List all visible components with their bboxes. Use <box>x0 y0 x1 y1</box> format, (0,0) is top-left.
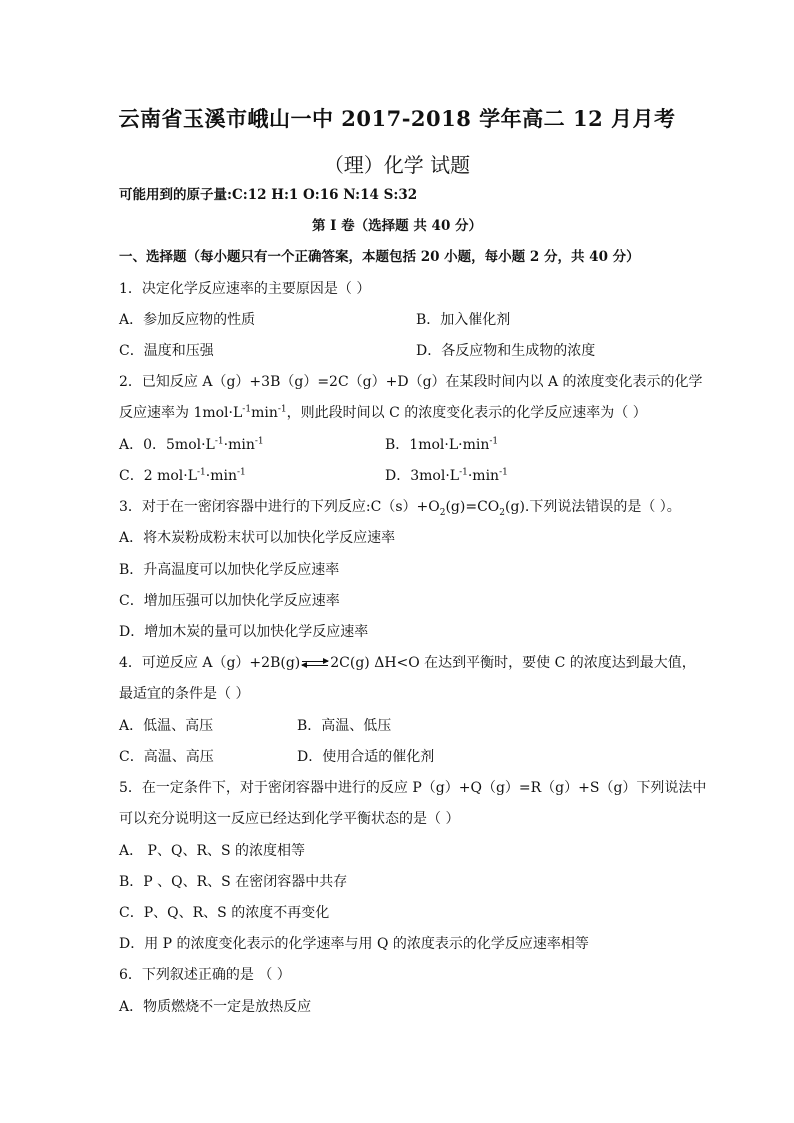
question-3-option-d: D．增加木炭的量可以加快化学反应速率 <box>119 624 369 640</box>
question-3-option-c: C．增加压强可以加快化学反应速率 <box>119 593 340 609</box>
question-1-option-c: C．温度和压强 <box>119 343 214 359</box>
question-5-stem-line2: 可以充分说明这一反应已经达到化学平衡状态的是（ ） <box>119 811 460 827</box>
section-title: 一、选择题（每小题只有一个正确答案，本题包括 20 小题，每小题 2 分，共 40 分） <box>119 249 640 265</box>
question-5-stem-line1: 5．在一定条件下，对于密闭容器中进行的反应 P（g）+Q（g）=R（g）+S（g）下列说法中 <box>119 780 707 796</box>
question-2-stem-line1: 2．已知反应 A（g）+3B（g）=2C（g）+D（g）在某段时间内以 A 的浓度变化表示的化学 <box>119 374 703 390</box>
exam-title: 云南省玉溪市峨山一中 2017-2018 学年高二 12 月月考 <box>118 106 676 131</box>
question-2-stem-line2: 反应速率为 $1mol\cdot L^{-1}\min^{-1}$，则此段时间以 C 的浓度变化表示的化学反应速率为（ ） <box>119 404 647 421</box>
question-2-option-a: A．0．$5mol\cdot L^{-1}\cdot\min^{-1}$ <box>119 436 264 453</box>
question-4-option-a: A．低温、高压 <box>119 718 214 734</box>
atomic-mass-note: 可能用到的原子量:C:12 H:1 O:16 N:14 S:32 <box>119 187 418 203</box>
question-3-option-b: B．升高温度可以加快化学反应速率 <box>119 562 340 578</box>
question-2-option-d: D．$3mol\cdot L^{-1}\cdot\min^{-1}$ <box>385 467 508 484</box>
volume-title: 第 I 卷（选择题 共 40 分） <box>311 218 483 234</box>
question-1-option-a: A．参加反应物的性质 <box>119 312 256 328</box>
question-6-option-a: A．物质燃烧不一定是放热反应 <box>119 999 312 1015</box>
question-4-option-d: D．使用合适的催化剂 <box>297 749 435 765</box>
question-1-option-b: B．加入催化剂 <box>416 312 511 328</box>
question-1-stem: 1．决定化学反应速率的主要原因是（ ） <box>119 281 371 297</box>
question-5-option-b: B．P 、Q、R、S 在密闭容器中共存 <box>119 874 348 890</box>
question-5-option-a: A． P、Q、R、S 的浓度相等 <box>119 843 306 859</box>
question-1-option-d: D．各反应物和生成物的浓度 <box>416 343 596 359</box>
equilibrium-arrow-icon <box>302 659 328 667</box>
question-2-option-b: B．$1mol\cdot L\cdot\min^{-1}$ <box>385 436 499 453</box>
exam-subtitle: （理）化学 试题 <box>323 153 471 177</box>
question-6-stem: 6．下列叙述正确的是 （ ） <box>119 967 291 983</box>
question-4-stem-line2: 最适宜的条件是（ ） <box>119 686 250 702</box>
question-3-stem: 3．对于在一密闭容器中进行的下列反应$:C(s)+O_2(g)=CO_2(g)$.下列说法错误的是（ ）。 <box>119 499 681 518</box>
question-4-stem-line1: 4．可逆反应 A（g）+2B(g) 2C(g) ΔH<O 在达到平衡时，要使 C 的浓度达到最大值， <box>119 655 696 671</box>
question-5-option-d: D．用 P 的浓度变化表示的化学速率与用 Q 的浓度表示的化学反应速率相等 <box>119 936 589 952</box>
question-3-option-a: A．将木炭粉成粉末状可以加快化学反应速率 <box>119 530 396 546</box>
question-2-option-c: C．2 $mol\cdot L^{-1}\cdot\min^{-1}$ <box>119 467 246 484</box>
question-5-option-c: C．P、Q、R、S 的浓度不再变化 <box>119 905 330 921</box>
question-4-option-b: B．高温、低压 <box>297 718 392 734</box>
question-4-option-c: C．高温、高压 <box>119 749 214 765</box>
